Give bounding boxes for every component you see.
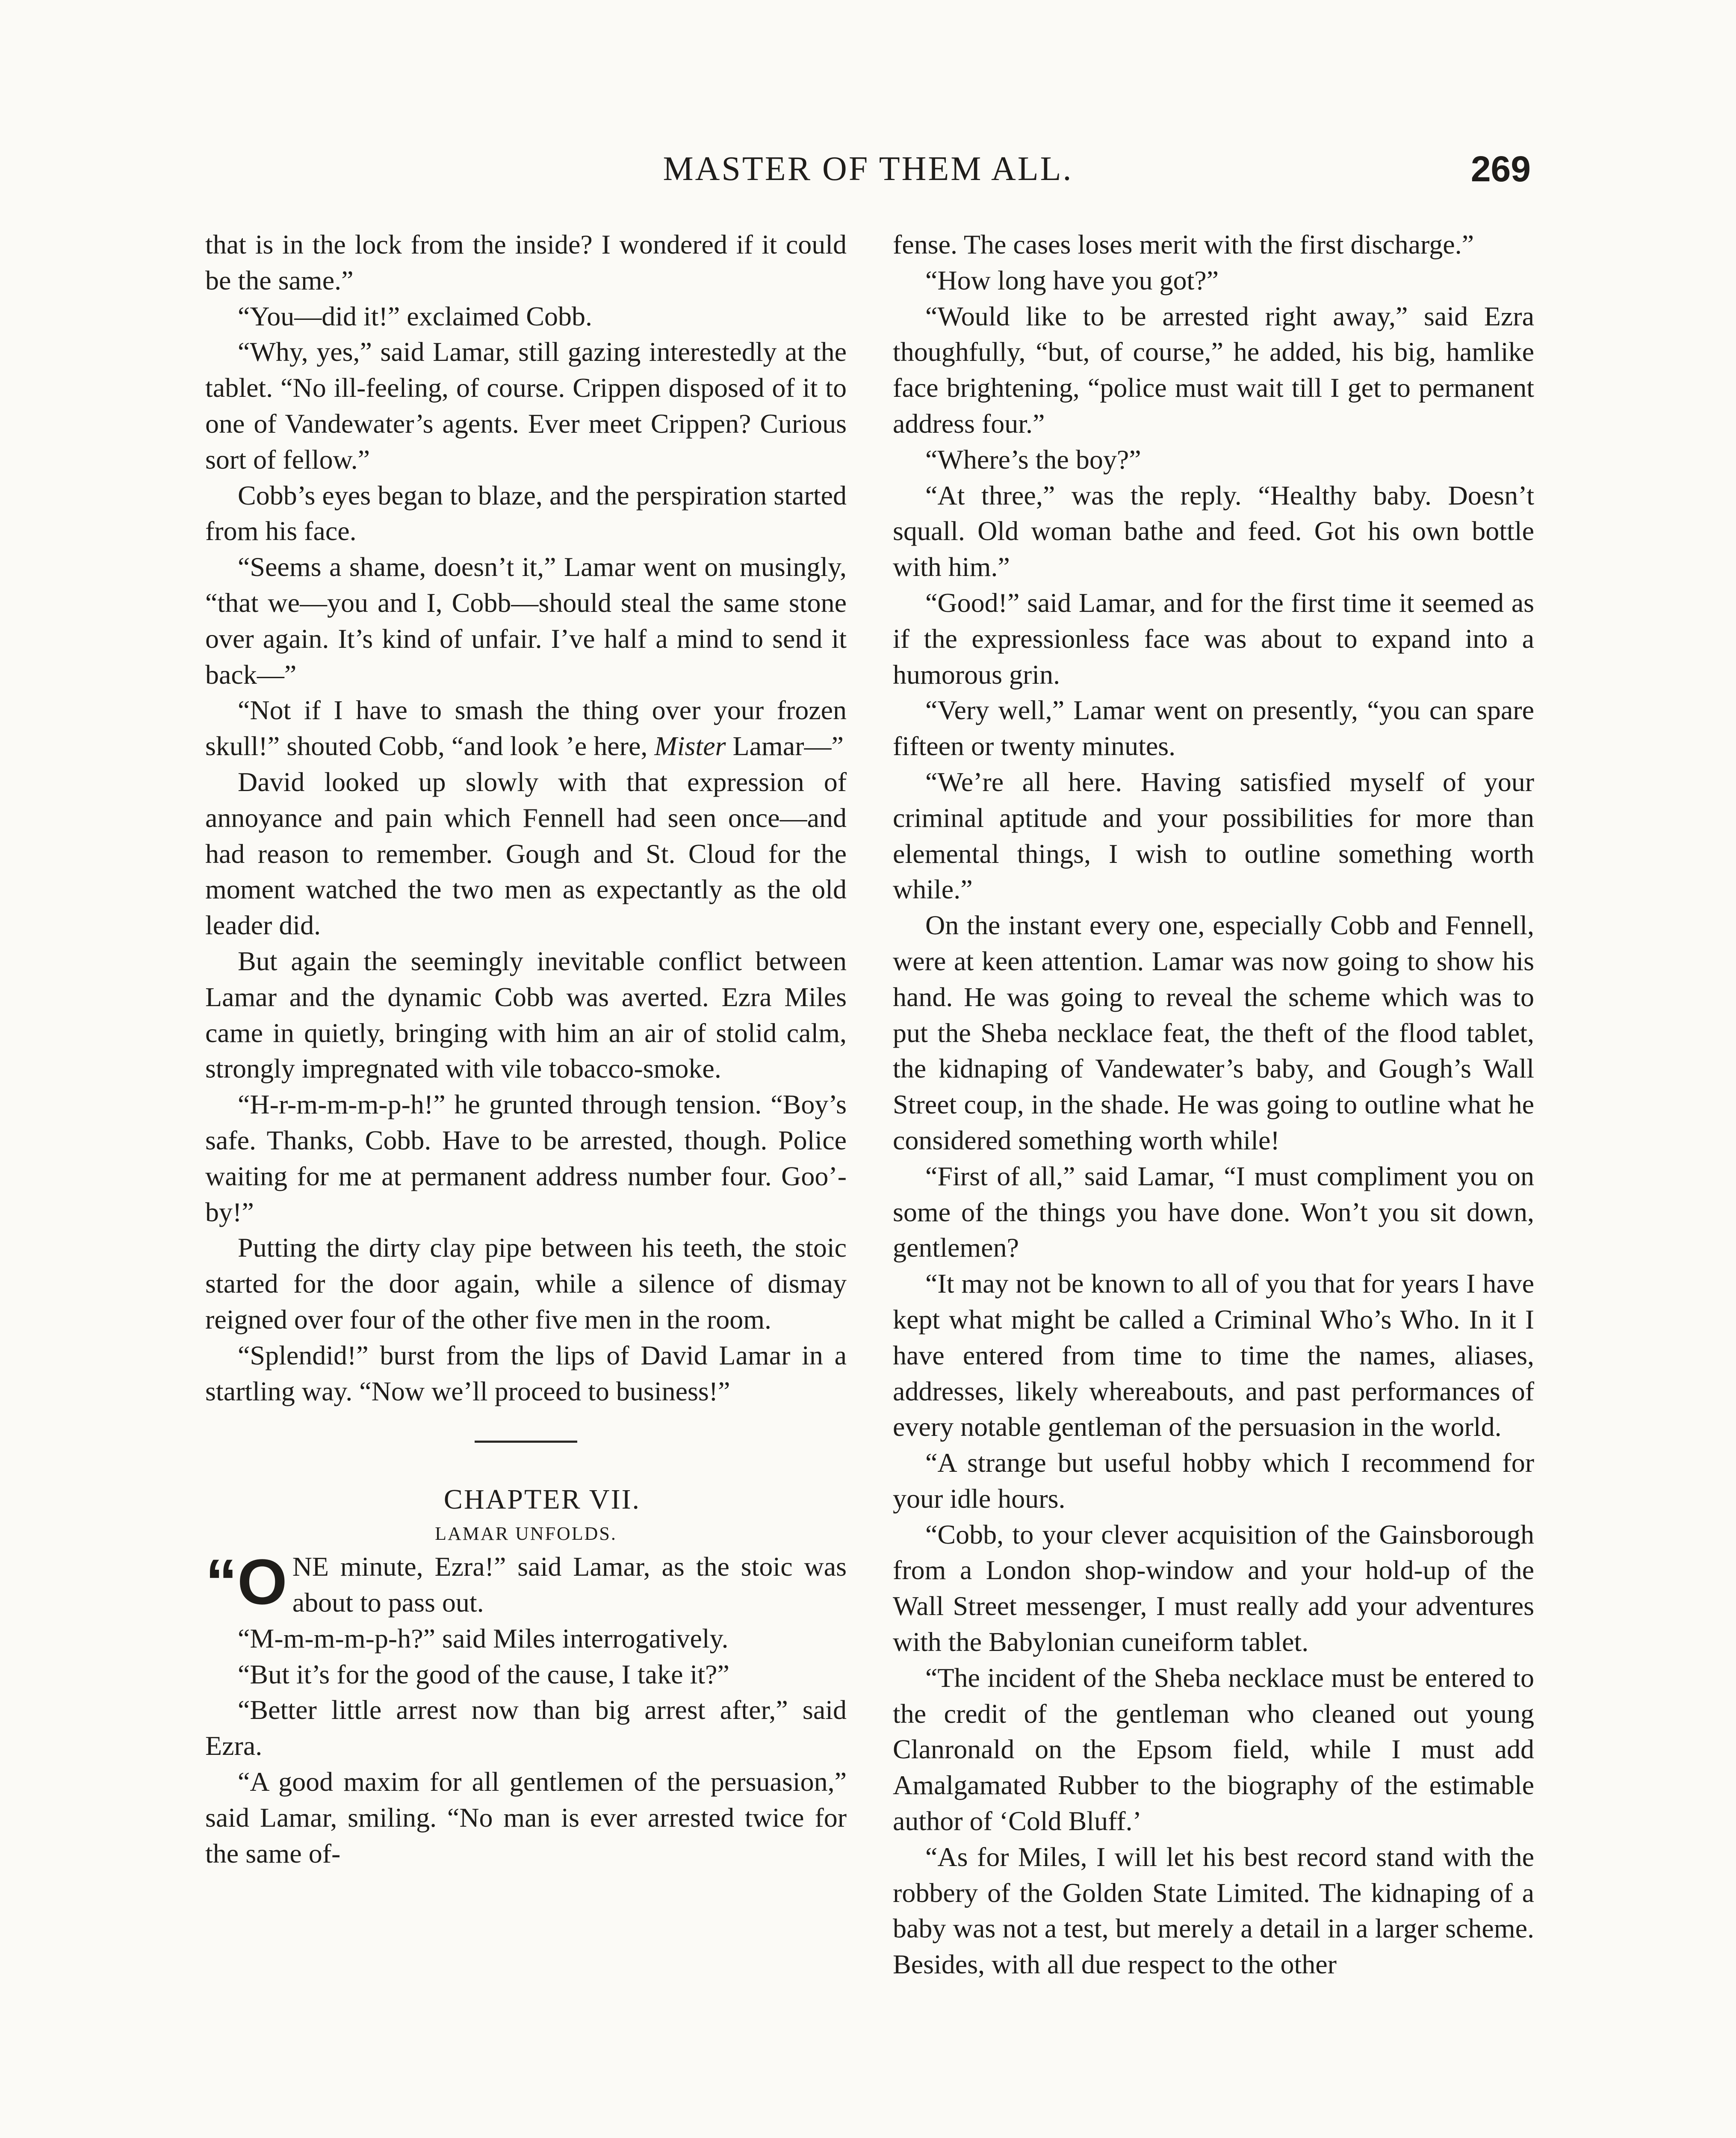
paragraph: “First of all,” said Lamar, “I must compliment you on some of the things you have done. Won’t you sit down, gentlemen?	[893, 1161, 1534, 1263]
paragraph: “Cobb, to your clever acquisition of the Gainsborough from a London shop-window and your hold-up of the Wall Street messenger, I must really add your adventures with the Babylonian cuneiform tablet.	[893, 1519, 1534, 1657]
paragraph: But again the seemingly inevitable conflict between Lamar and the dynamic Cobb was averted. Ezra Miles came in quietly, bringing with him an air of stolid calm, strongly impregnated with vile tobacco-smoke.	[205, 945, 847, 1084]
paragraph: “It may not be known to all of you that for years I have kept what might be called a Criminal Who’s Who. In it I have entered from time to time the names, aliases, addresses, likely whereabouts, and past performances of every notable gentleman of the persuasion in the world.	[893, 1268, 1534, 1442]
paragraph: “We’re all here. Having satisfied myself of your criminal aptitude and your possibilities for more than elemental things, I wish to outline something worth while.”	[893, 766, 1534, 905]
paragraph: “At three,” was the reply. “Healthy baby. Doesn’t squall. Old woman bathe and feed. Got his own bottle with him.”	[893, 480, 1534, 582]
emphasis-text: Mister	[654, 731, 726, 762]
left-column	[205, 227, 847, 1871]
paragraph: “Where’s the boy?”	[925, 444, 1141, 475]
paragraph: “How long have you got?”	[925, 265, 1219, 295]
paragraph: “Would like to be arrested right away,” said Ezra thoughfully, “but, of course,” he added, his big, hamlike face brightening, “police must wait till I get to permanent address four.”	[893, 301, 1534, 439]
page-number: 269	[1470, 149, 1531, 189]
paragraph: Cobb’s eyes began to blaze, and the perspiration started from his face.	[205, 480, 847, 546]
paragraph: fense. The cases loses merit with the first discharge.”	[893, 229, 1474, 260]
paragraph: David looked up slowly with that expression of annoyance and pain which Fennell had seen once—and had reason to remember. Gough and St. Cloud for the moment watched the two men as expectantly as the old leader did.	[205, 766, 847, 941]
page-header	[205, 143, 1531, 195]
paragraph: “A good maxim for all gentlemen of the persuasion,” said Lamar, smiling. “No man is ever arrested twice for the same of-	[205, 1766, 847, 1869]
paragraph: “Splendid!” burst from the lips of David Lamar in a startling way. “Now we’ll proceed to business!”	[205, 1340, 847, 1406]
paragraph	[205, 692, 847, 764]
chapter-title: CHAPTER VII.	[443, 1484, 641, 1515]
paragraph-text: Lamar—”	[726, 731, 844, 762]
paragraph: “Seems a shame, doesn’t it,” Lamar went on musingly, “that we—you and I, Cobb—should steal the same stone over again. It’s kind of unfair. I’ve half a mind to send it back—”	[205, 552, 847, 690]
paragraph: “Good!” said Lamar, and for the first time it seemed as if the expressionless face was about to expand into a humorous grin.	[893, 587, 1534, 690]
opening-quote: “	[205, 1546, 237, 1618]
paragraph: that is in the lock from the inside? I wondered if it could be the same.”	[205, 229, 847, 295]
paragraph: “As for Miles, I will let his best record stand with the robbery of the Golden State Limited. The kidnaping of a baby was not a test, but merely a detail in a larger scheme. Besides, with all due respect to the other	[893, 1841, 1534, 1980]
paragraph: “A strange but useful hobby which I recommend for your idle hours.	[893, 1447, 1534, 1514]
paragraph: “But it’s for the good of the cause, I take it?”	[238, 1659, 729, 1689]
paragraph: “Why, yes,” said Lamar, still gazing interestedly at the tablet. “No ill-feeling, of course. Crippen disposed of it to one of Vandewater’s agents. Ever meet Crippen? Curious sort of fellow.”	[205, 337, 847, 475]
drop-cap	[205, 1546, 287, 1618]
running-title: MASTER OF THEM ALL.	[663, 150, 1073, 188]
paragraph: “You—did it!” exclaimed Cobb.	[238, 301, 592, 331]
paragraph: “H-r-m-m-m-p-h!” he grunted through tension. “Boy’s safe. Thanks, Cobb. Have to be arrested, though. Police waiting for me at permanent address number four. Goo’-by!”	[205, 1089, 847, 1227]
paragraph-text: “Not if I have to smash the thing over your frozen skull!” shouted Cobb, “and look ’e here,	[205, 695, 847, 762]
paragraph: “Very well,” Lamar went on presently, “you can spare fifteen or twenty minutes.	[893, 695, 1534, 762]
chapter-opening-paragraph	[205, 1546, 847, 1621]
chapter-subtitle: LAMAR UNFOLDS.	[435, 1523, 617, 1544]
paragraph: “Better little arrest now than big arrest after,” said Ezra.	[205, 1695, 847, 1761]
drop-cap-letter: O	[237, 1546, 287, 1618]
paragraph: “The incident of the Sheba necklace must be entered to the credit of the gentleman who cleaned out young Clanronald on the Epsom field, while I must add Amalgamated Rubber to the biography of the estimable author of ‘Cold Bluff.’	[893, 1662, 1534, 1837]
section-divider	[475, 1441, 577, 1443]
paragraph: Putting the dirty clay pipe between his teeth, the stoic started for the door again, while a silence of dismay reigned over four of the other five men in the room.	[205, 1232, 847, 1335]
paragraph: On the instant every one, especially Cobb and Fennell, were at keen attention. Lamar was now going to show his hand. He was going to reveal the scheme which was to put the Sheba necklace feat, the theft of the flood tablet, the kidnaping of Vandewater’s baby, and Gough’s Wall Street coup, in the shade. He was going to outline what he considered something worth while!	[893, 910, 1534, 1155]
paragraph-text: NE minute, Ezra!” said Lamar, as the stoic was about to pass out.	[292, 1551, 847, 1618]
paragraph: “M-m-m-m-p-h?” said Miles interrogatively.	[238, 1623, 729, 1654]
right-column	[893, 227, 1534, 1982]
